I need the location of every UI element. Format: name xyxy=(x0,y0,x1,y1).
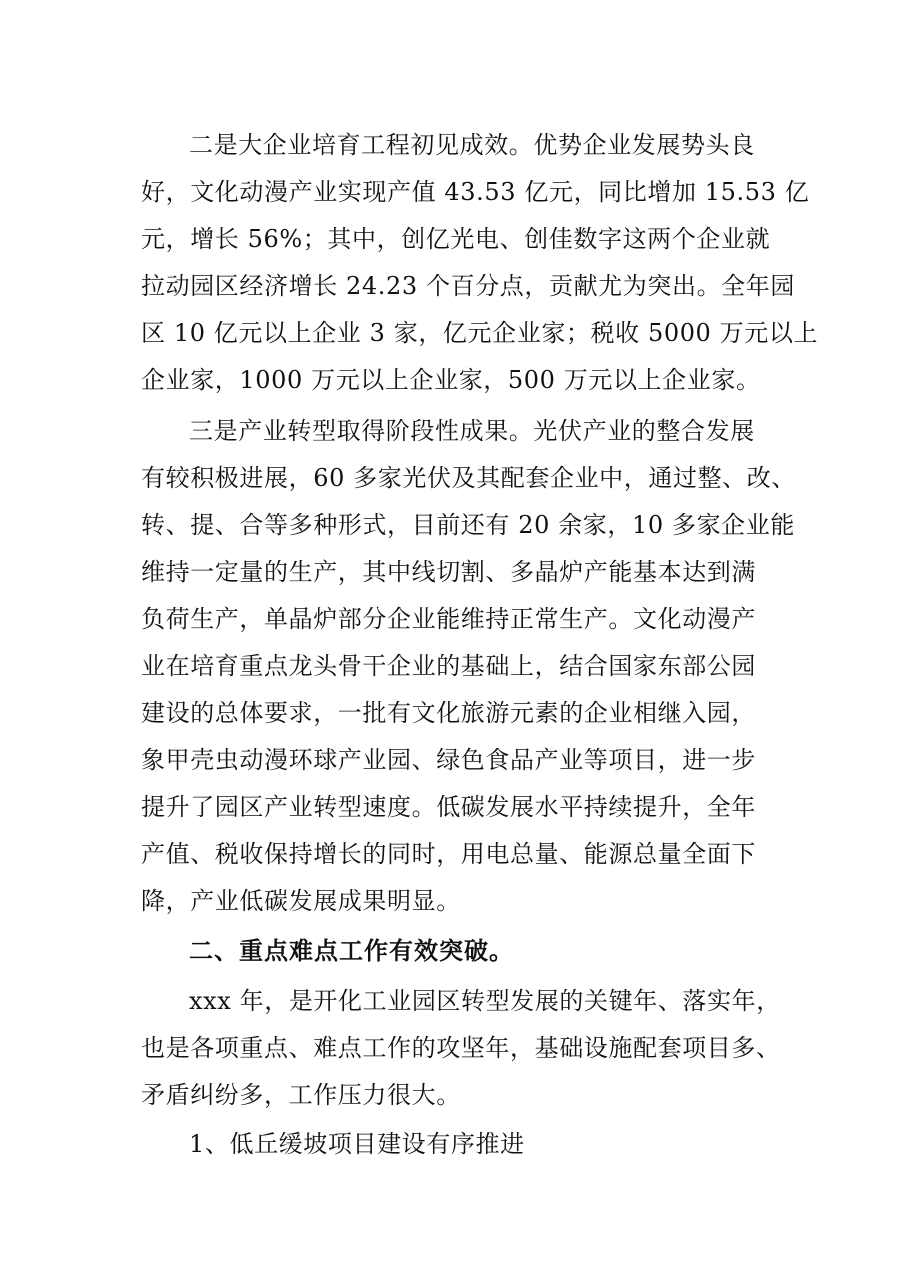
paragraph-line: 企业家，1000 万元以上企业家，500 万元以上企业家。 xyxy=(141,366,761,394)
paragraph-line: 有较积极进展，60 多家光伏及其配套企业中，通过整、改、 xyxy=(141,464,796,492)
paragraph-line: 产值、税收保持增长的同时，用电总量、能源总量全面下 xyxy=(141,840,756,868)
section-heading: 二、重点难点工作有效突破。 xyxy=(189,937,514,965)
subsection-heading: 1、低丘缓坡项目建设有序推进 xyxy=(189,1130,525,1158)
paragraph-line: 区 10 亿元以上企业 3 家，亿元企业家；税收 5000 万元以上 xyxy=(141,319,819,347)
paragraph-line: 三是产业转型取得阶段性成果。光伏产业的整合发展 xyxy=(189,417,755,445)
paragraph-line: 转、提、合等多种形式，目前还有 20 余家，10 多家企业能 xyxy=(141,511,795,539)
paragraph-line: 提升了园区产业转型速度。低碳发展水平持续提升，全年 xyxy=(141,793,756,821)
paragraph-line: 象甲壳虫动漫环球产业园、绿色食品产业等项目，进一步 xyxy=(141,746,756,774)
paragraph-line: 建设的总体要求，一批有文化旅游元素的企业相继入园， xyxy=(141,699,756,727)
paragraph-line: 业在培育重点龙头骨干企业的基础上，结合国家东部公园 xyxy=(141,652,756,680)
paragraph-line: 好，文化动漫产业实现产值 43.53 亿元，同比增加 15.53 亿 xyxy=(141,178,810,206)
paragraph-line: 矛盾纠纷多，工作压力很大。 xyxy=(141,1081,461,1109)
paragraph-line: 也是各项重点、难点工作的攻坚年，基础设施配套项目多、 xyxy=(141,1034,781,1062)
paragraph-line: 维持一定量的生产，其中线切割、多晶炉产能基本达到满 xyxy=(141,558,756,586)
paragraph-line: 元，增长 56%；其中，创亿光电、创佳数字这两个企业就 xyxy=(141,225,771,253)
paragraph-line: 拉动园区经济增长 24.23 个百分点，贡献尤为突出。全年园 xyxy=(141,272,795,300)
paragraph-line: 降，产业低碳发展成果明显。 xyxy=(141,887,461,915)
paragraph-line: 二是大企业培育工程初见成效。优势企业发展势头良 xyxy=(189,131,755,159)
paragraph-line: 负荷生产，单晶炉部分企业能维持正常生产。文化动漫产 xyxy=(141,605,756,633)
paragraph-line: xxx 年，是开化工业园区转型发展的关键年、落实年， xyxy=(189,987,781,1015)
